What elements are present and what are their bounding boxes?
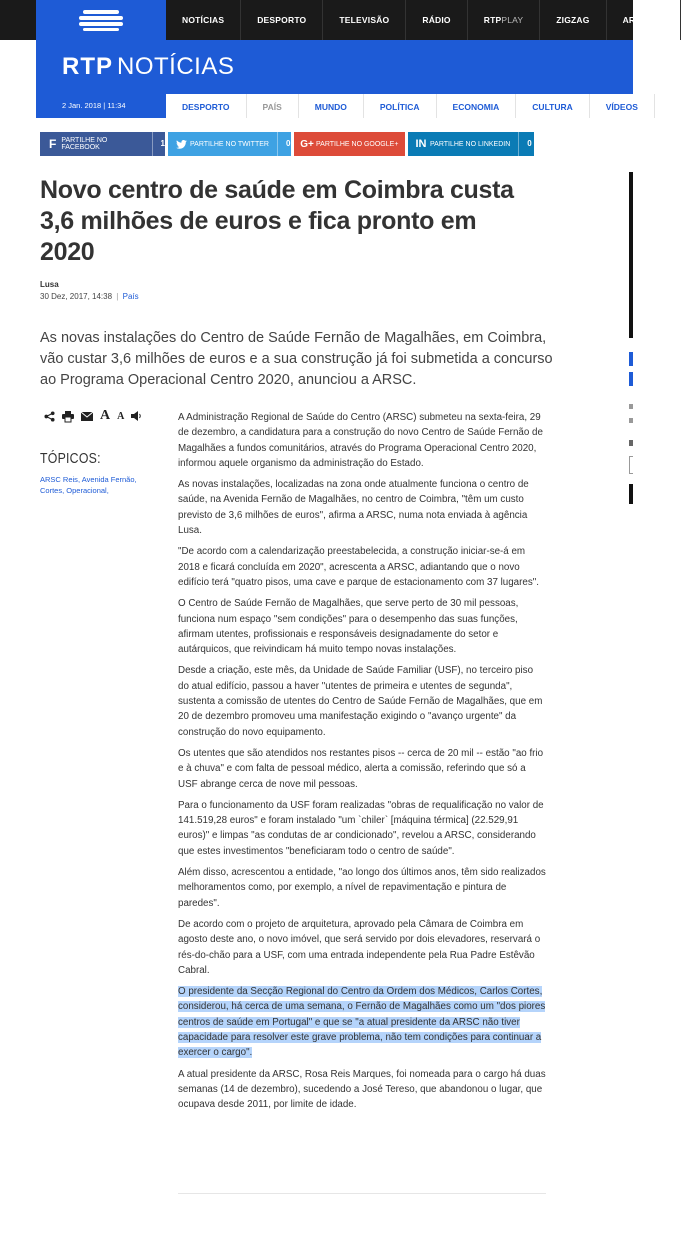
byline-separator: |: [116, 292, 119, 301]
article-byline: [40, 292, 139, 301]
rtp-logo[interactable]: [36, 0, 166, 40]
article-paragraph: "De acordo com a calendarização preestabelecida, a construção iniciar-se-á em 2018 e ficará concluída em 2020", acrescenta a ARSC, adiantando que o novo edifício terá "quatro pisos, uma cave e parque de estacionamento com 37 lugares".: [178, 546, 539, 588]
highlighted-text: O presidente da Secção Regional do Centro da Ordem dos Médicos, Carlos Cortes, considerou, há cerca de uma semana, o Fernão de Magalhães como um "dos piores centros de saúde em Portugal" e que se "a atual presidente da ARSC não tiver capacidade para resolver este grave problema, não tem condições para continuar a exercer o cargo".: [178, 986, 546, 1059]
article-paragraph: As novas instalações, localizadas na zona onde atualmente funciona o centro de saúde, na Avenida Fernão de Magalhães, no centro de Coimbra, "têm um custo previsto de 3,6 milhões de euros", afirma a ARSC, numa nota enviada à agência Lusa.: [178, 479, 529, 537]
share-twitter-button[interactable]: [168, 132, 291, 156]
secnav-politica[interactable]: POLÍTICA: [364, 94, 437, 118]
topic-separator: ,: [106, 486, 109, 495]
sidebar-button-fragment[interactable]: [629, 484, 633, 504]
secnav-cultura[interactable]: CULTURA: [516, 94, 589, 118]
share-facebook-count: 1: [152, 132, 165, 156]
sidebar-link-fragment[interactable]: [629, 352, 633, 366]
article-title: Novo centro de saúde em Coimbra custa 3,6 milhões de euros e fica pronto em 2020: [40, 176, 514, 266]
share-icon[interactable]: [44, 411, 55, 422]
google-plus-icon: G+: [300, 138, 314, 150]
article-lead: As novas instalações do Centro de Saúde Fernão de Magalhães, em Coimbra, vão custar 3,6 milhões de euros e a sua construção já foi submetida a concurso ao Programa Operacional Centro 2020, anunciou a ARSC.: [40, 330, 553, 388]
article-datetime: 30 Dez, 2017, 14:38: [40, 292, 113, 301]
sidebar-option-fragment[interactable]: [629, 418, 633, 423]
secnav-pais[interactable]: PAÍS: [247, 94, 299, 118]
article-paragraph: Para o funcionamento da USF foram realizadas "obras de requalificação no valor de 141.519,28 euros" e foram instalado "um `chiler` [máquina térmica] (22.529,91 euros)" e limpas "as condutas de ar condicionado", revelou a ARSC, considerando que estes investimentos "beneficiaram todo o centro de saúde".: [178, 799, 544, 857]
font-increase-button[interactable]: A: [100, 408, 111, 423]
share-twitter-label: PARTILHE NO TWITTER: [190, 140, 269, 148]
current-date: 2 Jan. 2018 | 11:34: [62, 101, 126, 110]
topic-tag[interactable]: ARSC Reis: [40, 475, 78, 484]
email-icon[interactable]: [81, 412, 93, 421]
rtp-logo-icon: [77, 8, 125, 32]
secnav-desporto[interactable]: DESPORTO: [166, 94, 247, 118]
article-paragraph: Os utentes que são atendidos nos restantes pisos -- cerca de 20 mil -- estão "ao frio e à chuva" e com falta de pessoal médico, alerta a comissão, referindo que só a USF abrange cerca de nove mil pessoas.: [178, 747, 544, 790]
topic-separator: ,: [77, 475, 82, 484]
share-facebook-label: PARTILHE NO FACEBOOK: [61, 137, 108, 151]
share-facebook-button[interactable]: [40, 132, 165, 156]
sidebar-ad-fragment: [629, 172, 633, 338]
brand-noticias: NOTÍCIAS: [117, 53, 235, 80]
font-decrease-button[interactable]: A: [117, 410, 125, 422]
article-paragraph: A Administração Regional de Saúde do Centro (ARSC) submeteu na sexta-feira, 29 de dezembro, a candidatura para a construção do novo Centro de Saúde Fernão de Magalhães a fundos comunitários, através do Programa Operacional Centro 2020, informou aquele organismo da administração do Estado.: [178, 412, 543, 469]
topics-heading: TÓPICOS:: [40, 450, 101, 467]
secnav-videos[interactable]: VÍDEOS: [590, 94, 655, 118]
topic-separator: ,: [62, 486, 67, 495]
share-linkedin-button[interactable]: [408, 132, 534, 156]
article-section-link[interactable]: País: [122, 292, 139, 301]
article-paragraph: De acordo com o projeto de arquitetura, aprovado pela Câmara de Coimbra em agosto deste ano, o novo imóvel, que será servido por dois elevadores, reservará o rés-do-chão para a USF, com uma entrada independente pela Rua Padre Estêvão Cabral.: [178, 918, 541, 976]
article-end-divider: [178, 1193, 546, 1194]
article-paragraph: Desde a criação, este mês, da Unidade de Saúde Familiar (USF), no terceiro piso do atual edifício, passou a haver "utentes de primeira e utentes de segunda", sustenta a comissão de utentes do Centro de Saúde Fernão de Magalhães, que em 20 de dezembro promoveu uma manifestação exigindo o "avanço urgente" da construção do novo equipamento.: [178, 665, 543, 738]
article-paragraph: Além disso, acrescentou a entidade, "ao longo dos últimos anos, têm sido realizados melhoramentos como, por exemplo, a nível de repavimentação e pintura de paredes".: [178, 867, 546, 909]
article-tools: [44, 409, 142, 423]
topic-separator: ,: [134, 475, 137, 484]
share-linkedin-label: PARTILHE NO LINKEDIN: [430, 140, 511, 148]
twitter-icon: [174, 137, 188, 151]
secnav-mundo[interactable]: MUNDO: [299, 94, 364, 118]
share-linkedin-count: 0: [518, 132, 531, 156]
section-nav-bar: [36, 94, 638, 118]
topnav-arquivo[interactable]: ARQUIVO: [607, 0, 681, 40]
topnav-rtpplay[interactable]: [468, 0, 541, 40]
article-paragraph-highlighted: [178, 984, 546, 1060]
article-paragraph: A atual presidente da ARSC, Rosa Reis Marques, foi nomeada para o cargo há duas semanas (14 de dezembro), sucedendo a José Tereso, que abandonou o lugar, que ocupava desde 2011, por limite de idade.: [178, 1068, 546, 1111]
topnav-desporto[interactable]: DESPORTO: [241, 0, 323, 40]
top-bar: [0, 0, 664, 40]
topic-tag[interactable]: Cortes: [40, 486, 63, 495]
top-nav: [166, 0, 681, 40]
topic-tag[interactable]: Avenida Fernão: [81, 475, 135, 484]
facebook-icon: F: [48, 137, 57, 151]
topnav-radio[interactable]: RÁDIO: [406, 0, 467, 40]
article-paragraph: O Centro de Saúde Fernão de Magalhães, que serve perto de 30 mil pessoas, funciona num espaço "sem condições" para o desempenho das suas funções, afirmam utentes, profissionais e responsáveis designadamente do setor e autárquicos, que reivindicam há muito tempo novas instalações.: [178, 598, 519, 656]
secnav-economia[interactable]: ECONOMIA: [437, 94, 517, 118]
sidebar-label-fragment: [629, 440, 633, 446]
print-icon[interactable]: [62, 411, 74, 422]
brand-header: [36, 40, 633, 94]
rtp-noticias-logo[interactable]: [62, 52, 234, 82]
article-body: [178, 410, 546, 1118]
sidebar-option-fragment[interactable]: [629, 404, 633, 409]
rtpplay-light: PLAY: [501, 15, 524, 25]
topnav-televisao[interactable]: TELEVISÃO: [323, 0, 406, 40]
brand-rtp: RTP: [62, 53, 113, 80]
article-author: Lusa: [40, 280, 59, 289]
topic-tag[interactable]: Operacional: [66, 486, 107, 495]
sidebar-link-fragment[interactable]: [629, 372, 633, 386]
audio-icon[interactable]: [131, 411, 142, 421]
topnav-noticias[interactable]: NOTÍCIAS: [166, 0, 241, 40]
section-nav: [166, 94, 638, 118]
share-google-label: PARTILHE NO GOOGLE+: [316, 140, 399, 148]
linkedin-icon: IN: [415, 138, 427, 150]
sidebar-input-fragment[interactable]: [629, 456, 633, 474]
topnav-zigzag[interactable]: ZIGZAG: [540, 0, 606, 40]
share-twitter-count: 0: [277, 132, 290, 156]
share-google-button[interactable]: [294, 132, 405, 156]
rtpplay-bold: RTP: [483, 15, 502, 25]
topics-list: [40, 474, 160, 496]
